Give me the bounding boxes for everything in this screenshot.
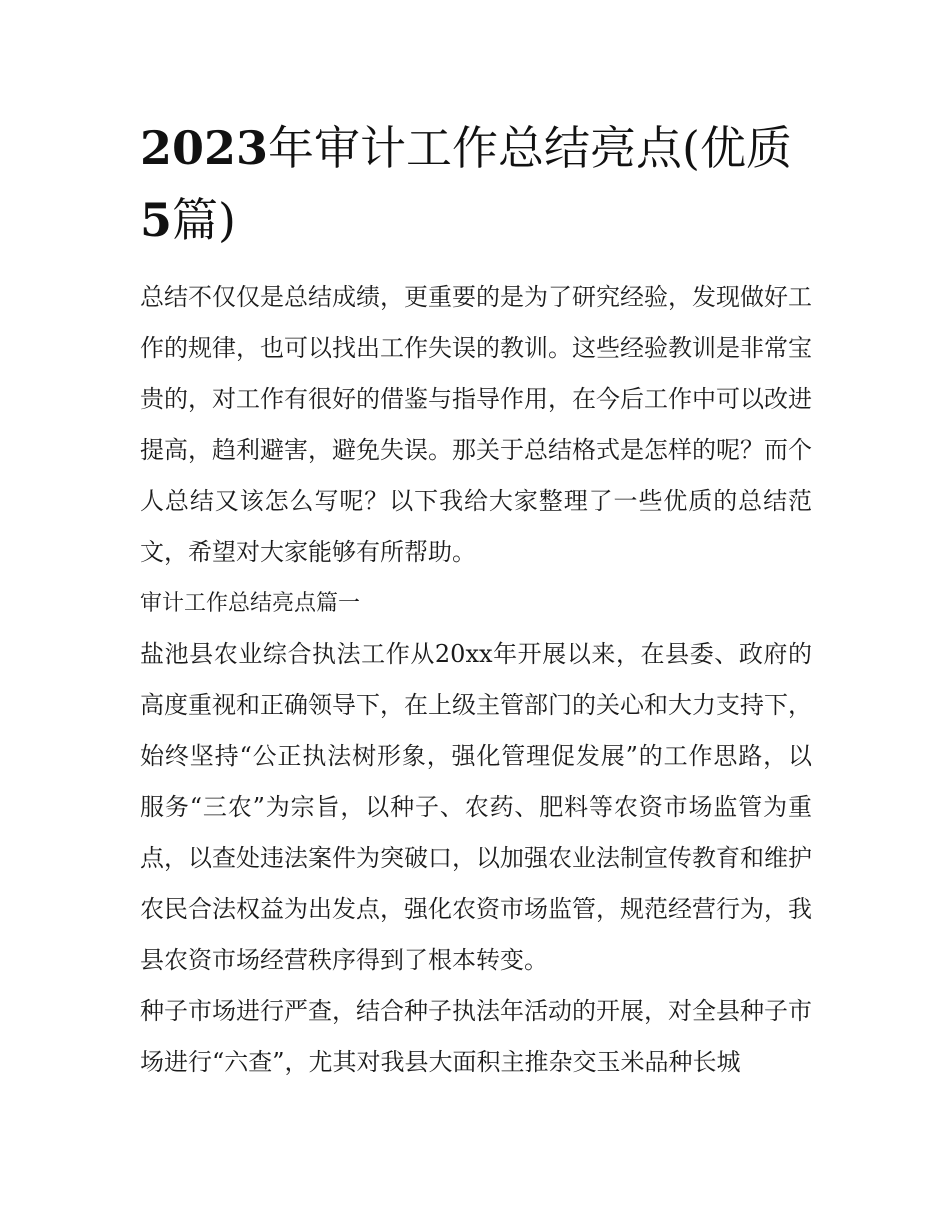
intro-paragraph: 总结不仅仅是总结成绩，更重要的是为了研究经验，发现做好工作的规律，也可以找出工作失误的教训。这些经验教训是非常宝贵的，对工作有很好的借鉴与指导作用，在今后工作中可以改进提高，趋利避害，避免失误。那关于总结格式是怎样的呢？而个人总结又该怎么写呢？以下我给大家整理了一些优质的总结范文，希望对大家能够有所帮助。	[140, 283, 812, 566]
document-content	[140, 112, 812, 1088]
section-heading: 审计工作总结亮点篇一	[140, 591, 361, 616]
section-paragraph-1: 盐池县农业综合执法工作从20xx年开展以来，在县委、政府的高度重视和正确领导下，在上级主管部门的关心和大力支持下，始终坚持“公正执法树形象，强化管理促发展”的工作思路，以服务“三农”为宗旨，以种子、农药、肥料等农资市场监管为重点，以查处违法案件为突破口，以加强农业法制宣传教育和维护农民合法权益为出发点，强化农资市场监管，规范经营行为，我县农资市场经营秩序得到了根本转变。	[140, 640, 812, 974]
section-paragraph-2: 种子市场进行严查，结合种子执法年活动的开展，对全县种子市场进行“六查”，尤其对我县大面积主推杂交玉米品种长城	[140, 997, 812, 1076]
document-title: 2023年审计工作总结亮点(优质5篇)	[140, 121, 792, 247]
